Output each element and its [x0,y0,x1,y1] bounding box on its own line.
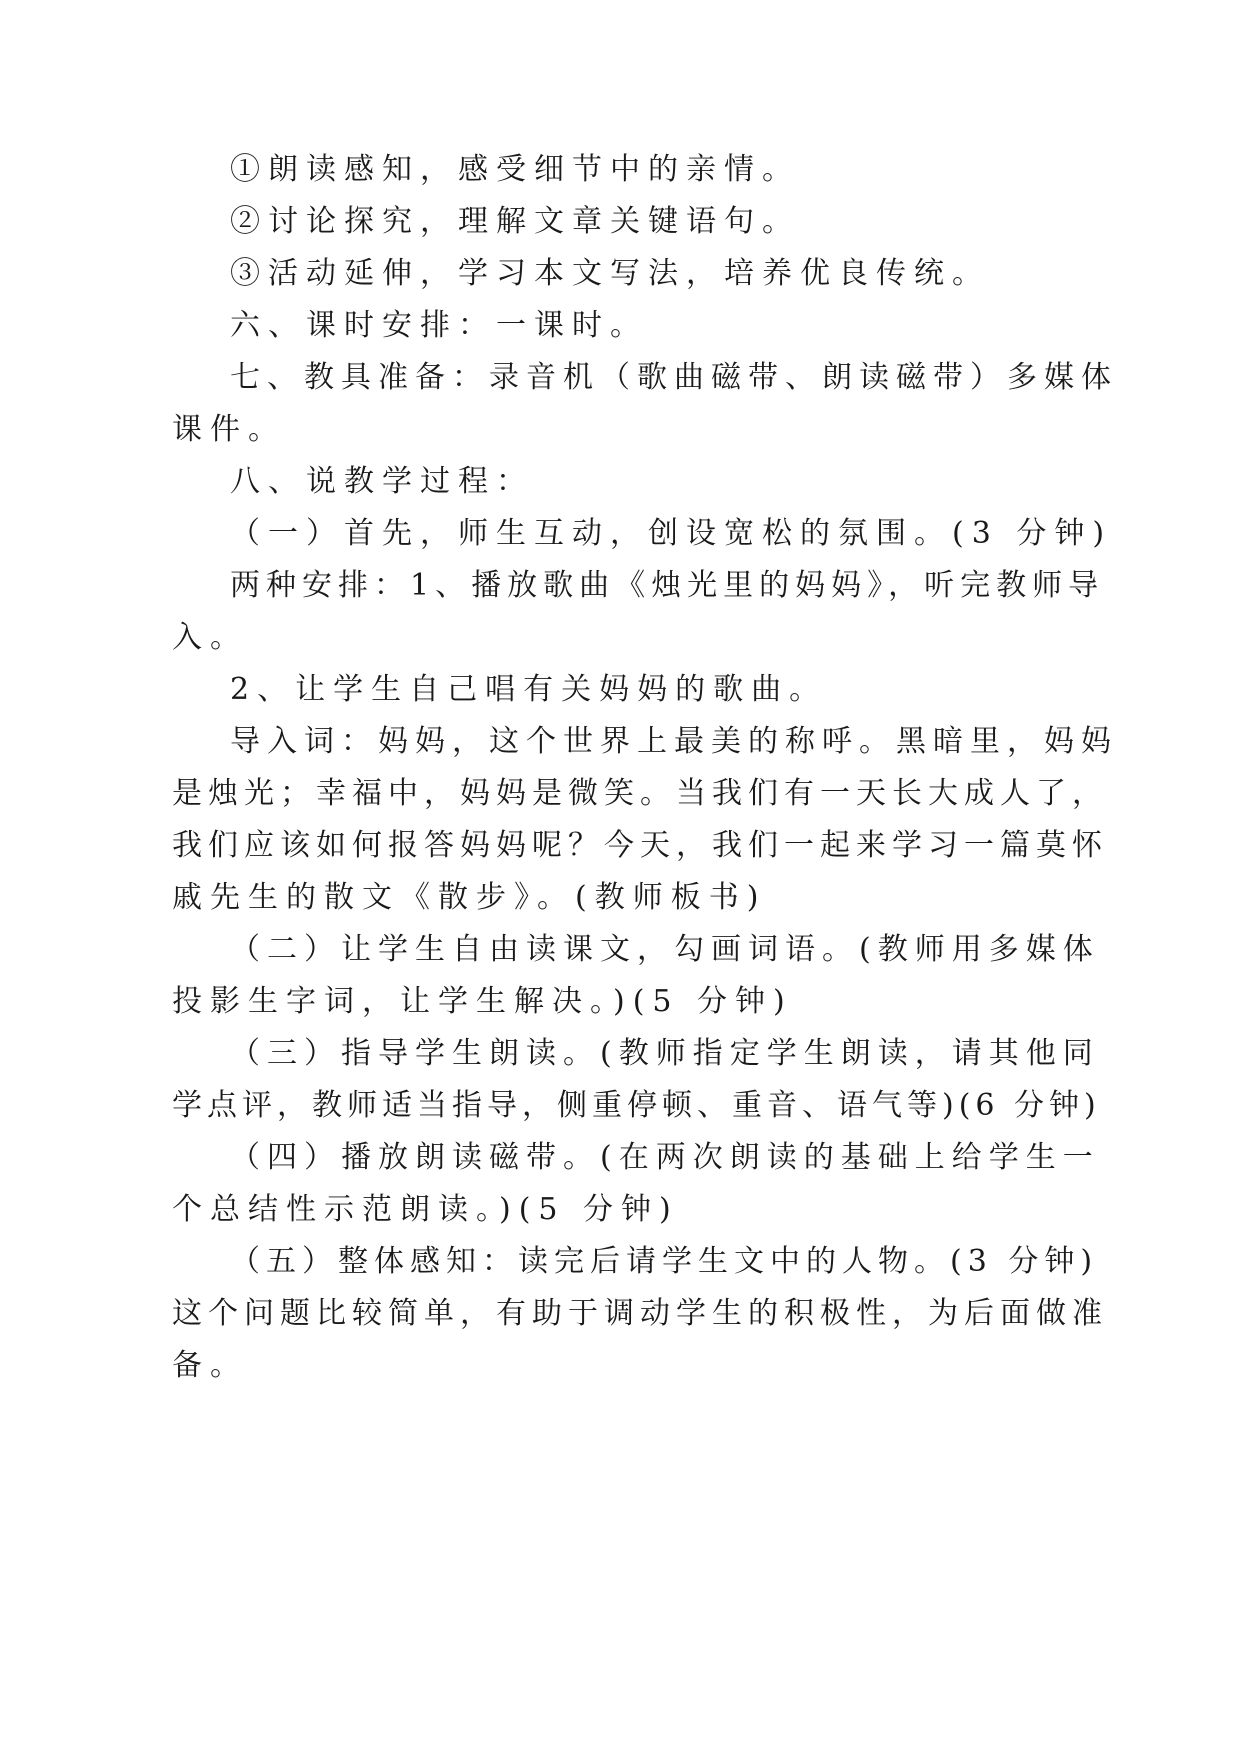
text-line: （五）整体感知：读完后请学生文中的人物。(3 分钟) [230,1244,1099,1279]
text-line: 我们应该如何报答妈妈呢？今天，我们一起来学习一篇莫怀 [172,828,1108,863]
text-line: 七、教具准备：录音机（歌曲磁带、朗读磁带）多媒体 [230,360,1118,395]
text-line: ③活动延伸，学习本文写法，培养优良传统。 [230,256,990,291]
text-line: ①朗读感知，感受细节中的亲情。 [230,152,800,187]
text-line: （二）让学生自由读课文，勾画词语。(教师用多媒体 [230,932,1100,967]
text-line: ②讨论探究，理解文章关键语句。 [230,204,800,239]
text-line: （四）播放朗读磁带。(在两次朗读的基础上给学生一 [230,1140,1100,1175]
text-line: （一）首先，师生互动，创设宽松的氛围。(3 分钟) [230,516,1113,551]
text-line: 六、课时安排：一课时。 [230,308,648,343]
text-line: 八、说教学过程： [230,464,534,499]
text-line: 投影生字词，让学生解决。)(5 分钟) [172,984,793,1019]
text-line: 入。 [172,620,248,655]
text-line: 戚先生的散文《散步》。(教师板书) [172,880,767,915]
text-line: 两种安排：1、播放歌曲《烛光里的妈妈》，听完教师导 [230,568,1105,603]
text-line: 这个问题比较简单，有助于调动学生的积极性，为后面做准 [172,1296,1108,1331]
text-line: 个总结性示范朗读。)(5 分钟) [172,1192,679,1227]
text-line: 导入词：妈妈，这个世界上最美的称呼。黑暗里，妈妈 [230,724,1118,759]
text-line: （三）指导学生朗读。(教师指定学生朗读，请其他同 [230,1036,1100,1071]
text-line: 备。 [172,1348,248,1383]
text-line: 2、让学生自己唱有关妈妈的歌曲。 [230,672,828,707]
text-line: 学点评，教师适当指导，侧重停顿、重音、语气等)(6 分钟) [172,1088,1101,1123]
text-line: 课件。 [172,412,286,447]
text-line: 是烛光；幸福中，妈妈是微笑。当我们有一天长大成人了， [172,776,1108,811]
